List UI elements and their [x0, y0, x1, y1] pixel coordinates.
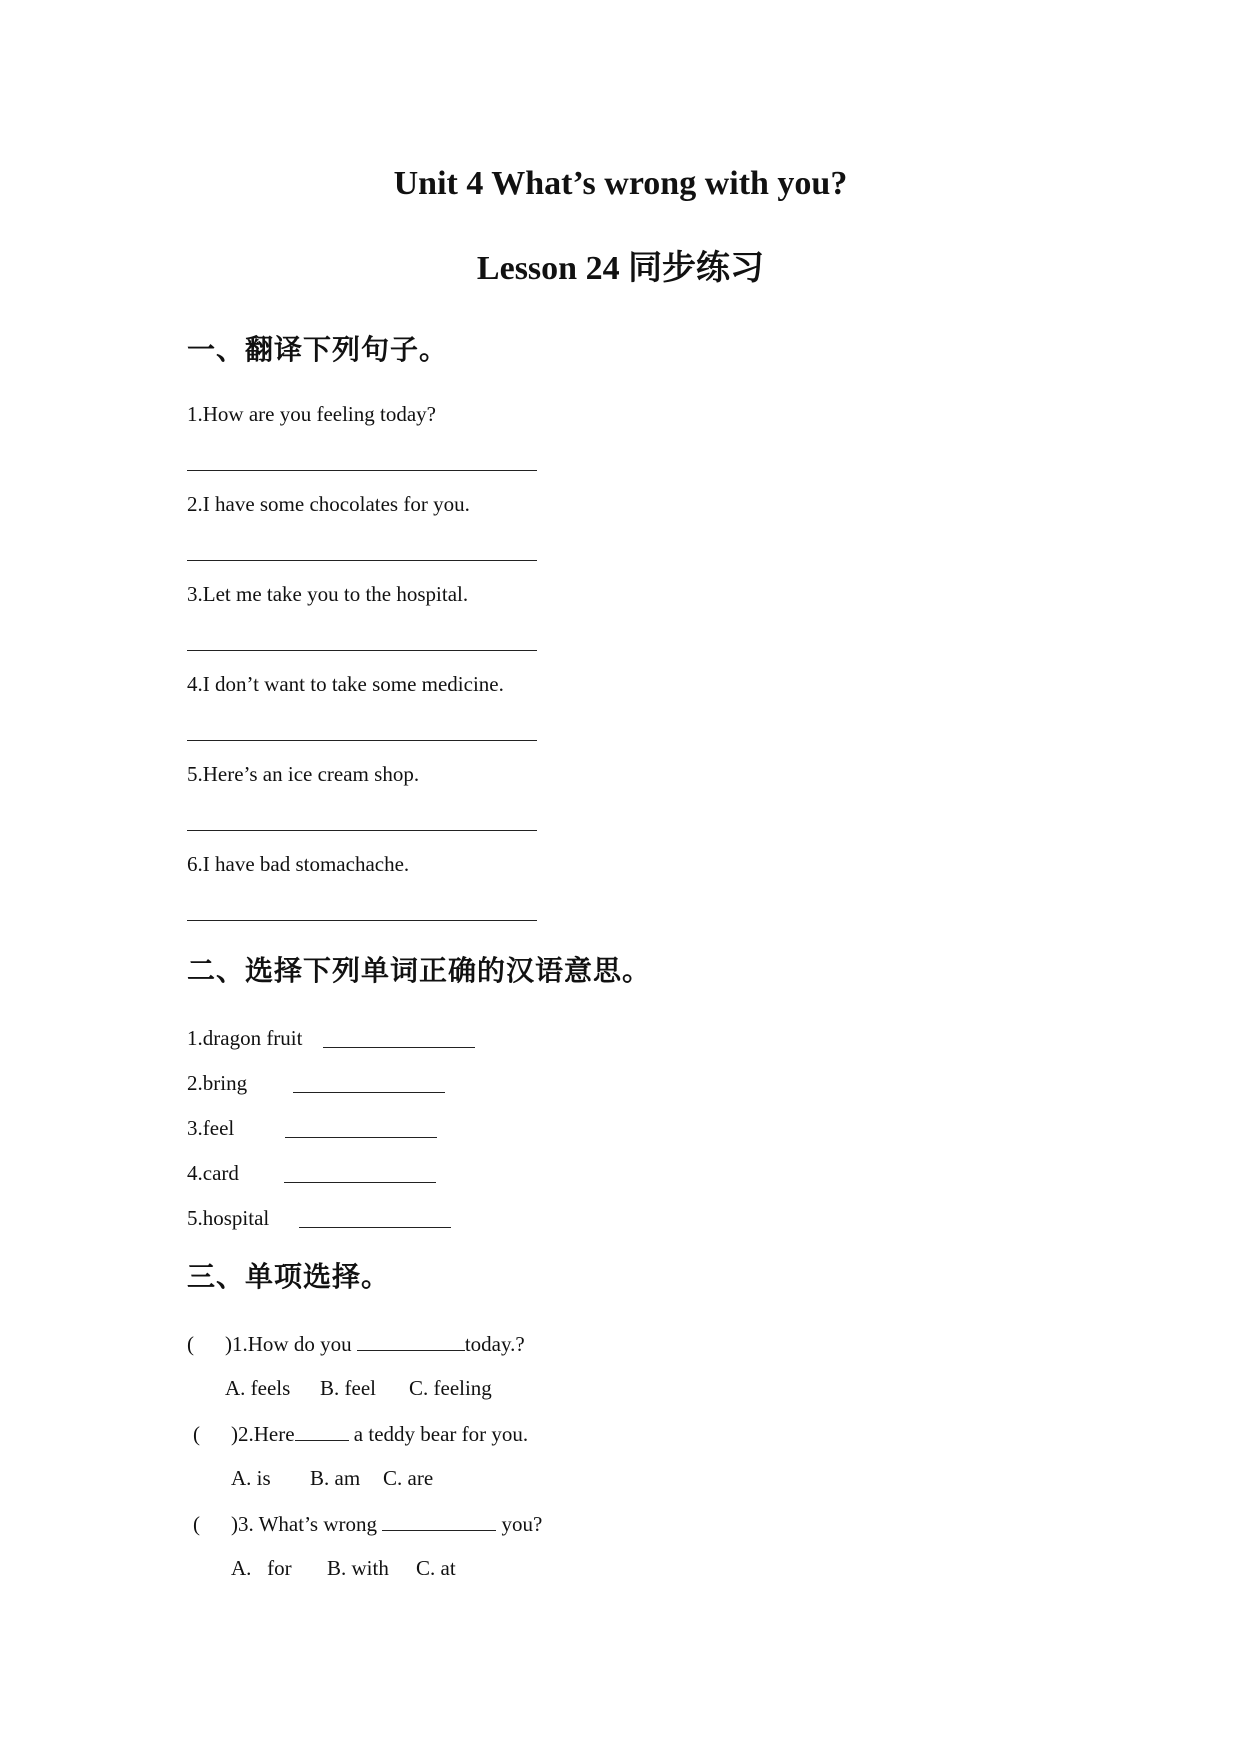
question-text-after: a teddy bear for you.	[348, 1422, 529, 1446]
question-blank	[382, 1510, 496, 1531]
unit-title: Unit 4 What’s wrong with you?	[393, 165, 848, 202]
vocab-word: 2.bring	[187, 1071, 248, 1095]
option-c: C. are	[383, 1466, 434, 1490]
vocab-word: 3.feel	[187, 1116, 235, 1140]
option-c: C. at	[416, 1556, 456, 1580]
question-blank	[295, 1420, 349, 1441]
vocab-item	[187, 1070, 247, 1096]
mc-options	[225, 1375, 625, 1401]
answer-paren: (	[193, 1512, 200, 1536]
vocab-item	[187, 1025, 302, 1051]
vocab-blank	[323, 1047, 475, 1048]
mc-question	[193, 1510, 542, 1537]
option-c: C. feeling	[409, 1376, 492, 1400]
vocab-word: 4.card	[187, 1161, 239, 1185]
vocab-item	[187, 1160, 239, 1186]
answer-line	[187, 830, 537, 831]
lesson-title: Lesson 24 同步练习	[476, 250, 765, 287]
mc-options	[231, 1555, 631, 1581]
translate-item: 3.Let me take you to the hospital.	[187, 582, 469, 606]
answer-line	[187, 650, 537, 651]
answer-line	[187, 740, 537, 741]
mc-question	[187, 1330, 525, 1357]
section1-heading: 一、翻译下列句子。	[187, 333, 449, 366]
option-a: A. for	[231, 1556, 292, 1580]
option-b: B. am	[310, 1466, 361, 1490]
translate-item: 4.I don’t want to take some medicine.	[187, 672, 504, 696]
translate-item: 5.Here’s an ice cream shop.	[187, 762, 420, 786]
vocab-word: 1.dragon fruit	[187, 1026, 303, 1050]
mc-question	[193, 1420, 528, 1447]
question-text-after: you?	[496, 1512, 543, 1536]
answer-line	[187, 920, 537, 921]
option-b: B. with	[327, 1556, 389, 1580]
translate-item: 2.I have some chocolates for you.	[187, 492, 470, 516]
question-text-before: )3. What’s wrong	[231, 1512, 383, 1536]
answer-paren: (	[193, 1422, 200, 1446]
vocab-word: 5.hospital	[187, 1206, 270, 1230]
vocab-blank	[293, 1092, 445, 1093]
section2-heading: 二、选择下列单词正确的汉语意思。	[187, 954, 652, 987]
vocab-blank	[299, 1227, 451, 1228]
vocab-item	[187, 1205, 269, 1231]
option-b: B. feel	[320, 1376, 376, 1400]
translate-item: 6.I have bad stomachache.	[187, 852, 410, 876]
option-a: A. is	[231, 1466, 271, 1490]
vocab-blank	[285, 1137, 437, 1138]
question-text-after: today.?	[464, 1332, 525, 1356]
section3-heading: 三、单项选择。	[187, 1260, 391, 1293]
question-blank	[357, 1330, 465, 1351]
translate-item: 1.How are you feeling today?	[187, 402, 436, 426]
question-text-before: )1.How do you	[225, 1332, 357, 1356]
mc-options	[231, 1465, 631, 1491]
vocab-blank	[284, 1182, 436, 1183]
question-text-before: )2.Here	[231, 1422, 295, 1446]
option-a: A. feels	[225, 1376, 291, 1400]
answer-line	[187, 470, 537, 471]
answer-paren: (	[187, 1332, 194, 1356]
vocab-item	[187, 1115, 234, 1141]
answer-line	[187, 560, 537, 561]
